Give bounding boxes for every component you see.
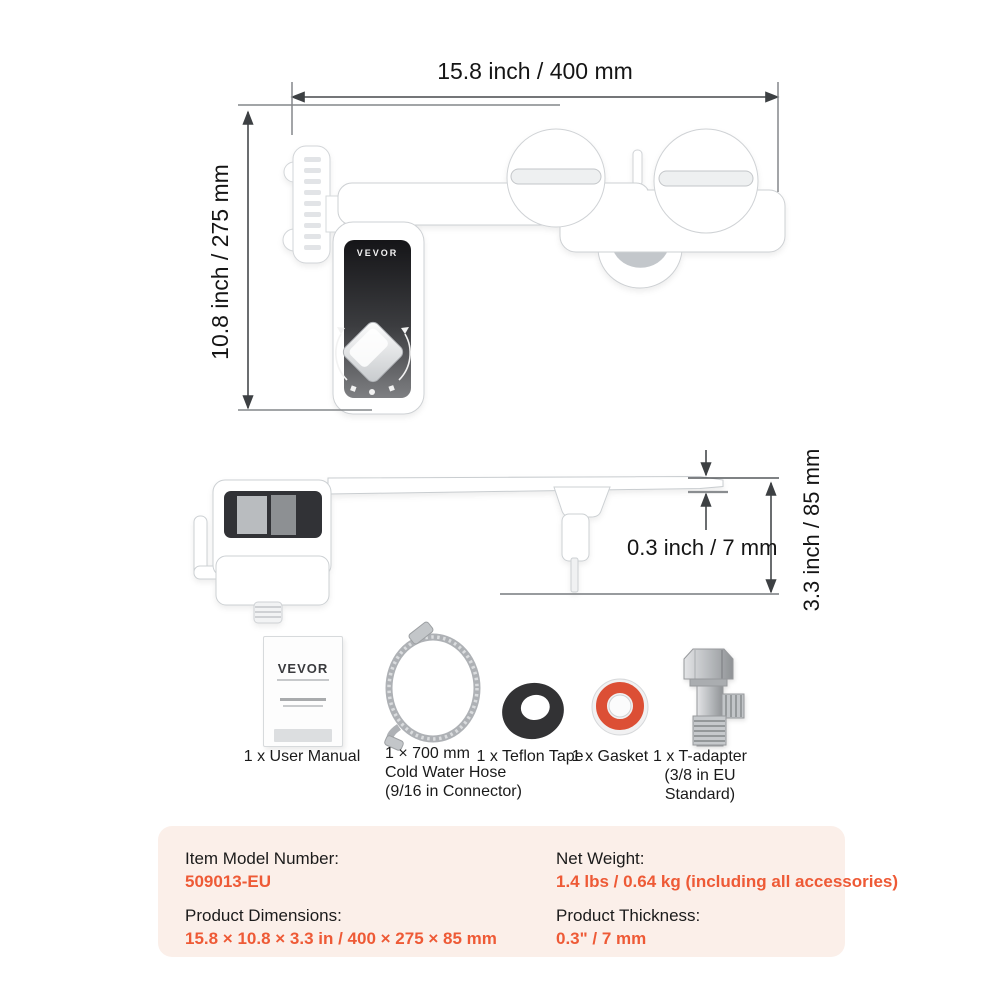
model-number-label: Item Model Number: [185,849,339,868]
dimensions-field [185,904,530,950]
net-weight-field [556,847,898,893]
user-manual-label: 1 x User Manual [243,748,361,765]
t-adapter-label [630,747,770,804]
info-box-right-column [556,847,898,961]
t-adapter-image [684,649,744,746]
control-panel-brand-logo: VEVOR [356,248,399,258]
manual-note-block [274,729,332,742]
hose-label-line-2: Cold Water Hose [385,764,507,781]
model-number-value: 509013-EU [185,872,272,891]
dimensions-value: 15.8 × 10.8 × 3.3 in / 400 × 275 × 85 mm [185,929,497,948]
gasket-label: 1 x Gasket [571,748,649,765]
manual-title-bar [280,698,326,701]
t-adapter-label-line-2: (3/8 in EU [664,767,736,784]
t-adapter-label-line-3: Standard) [664,786,736,803]
product-info-box [158,826,899,957]
hose-label-line-3: (9/16 in Connector) [385,783,522,800]
top-view-height-label: 10.8 inch / 275 mm [207,164,233,360]
thickness-label: Product Thickness: [556,906,701,925]
net-weight-label: Net Weight: [556,849,645,868]
manual-brand-logo: VEVOR [277,661,329,676]
net-weight-value: 1.4 lbs / 0.64 kg (including all accessories) [556,872,899,891]
dimensions-label: Product Dimensions: [185,906,342,925]
side-view-height-label: 3.3 inch / 85 mm [799,448,824,612]
t-adapter-label-line-1: 1 x T-adapter [653,748,747,765]
cold-water-hose-image [384,621,477,751]
info-box-left-column [185,847,530,961]
side-view-thickness-label: 0.3 inch / 7 mm [627,535,778,560]
hose-label-line-1: 1 × 700 mm [385,745,470,762]
teflon-tape-image [497,677,569,745]
top-view-product [283,129,785,414]
thickness-field [556,904,898,950]
teflon-tape-label: 1 x Teflon Tape [476,748,584,765]
manual-subtitle-bar [283,705,323,707]
top-view-width-label: 15.8 inch / 400 mm [437,58,633,84]
thickness-value: 0.3" / 7 mm [556,929,647,948]
gasket-image [592,679,648,735]
model-number-field [185,847,530,893]
user-manual-image [263,636,343,747]
manual-tagline-bar [277,679,329,681]
side-view-dimension-lines [706,450,771,592]
